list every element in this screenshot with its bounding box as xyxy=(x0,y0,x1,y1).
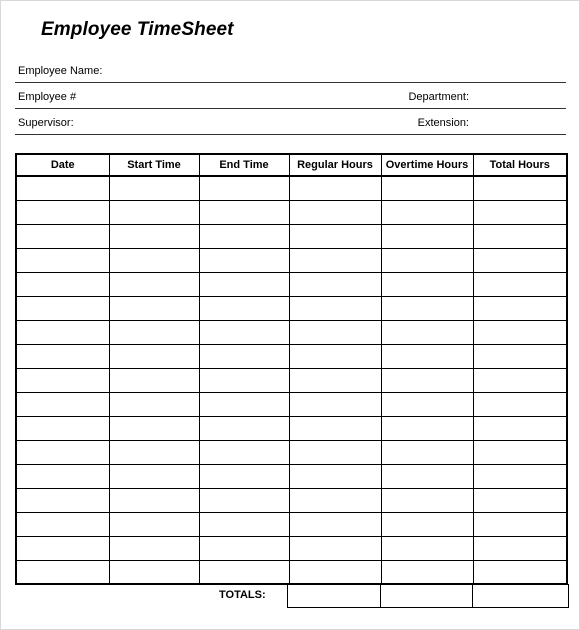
end-time-cell[interactable] xyxy=(199,488,289,512)
table-row xyxy=(16,392,567,416)
total-hours-cell[interactable] xyxy=(473,512,567,536)
employee-number-row[interactable] xyxy=(15,84,566,109)
overtime-hours-cell[interactable] xyxy=(381,272,473,296)
end-time-cell[interactable] xyxy=(199,392,289,416)
table-row xyxy=(16,368,567,392)
start-time-cell[interactable] xyxy=(109,368,199,392)
end-time-cell[interactable] xyxy=(199,416,289,440)
start-time-cell[interactable] xyxy=(109,224,199,248)
overtime-hours-cell[interactable] xyxy=(381,320,473,344)
start-time-cell[interactable] xyxy=(109,464,199,488)
employee-name-label: Employee Name: xyxy=(18,65,103,77)
end-time-cell[interactable] xyxy=(199,176,289,200)
table-row xyxy=(16,464,567,488)
overtime-hours-cell[interactable] xyxy=(381,248,473,272)
date-cell[interactable] xyxy=(16,464,109,488)
overtime-hours-cell[interactable] xyxy=(381,416,473,440)
start-time-cell[interactable] xyxy=(109,488,199,512)
start-time-cell[interactable] xyxy=(109,296,199,320)
date-cell[interactable] xyxy=(16,512,109,536)
regular-hours-cell[interactable] xyxy=(289,272,381,296)
regular-hours-cell[interactable] xyxy=(289,344,381,368)
date-cell[interactable] xyxy=(16,224,109,248)
total-hours-cell[interactable] xyxy=(473,272,567,296)
total-hours-cell[interactable] xyxy=(473,536,567,560)
total-regular-hours-cell[interactable] xyxy=(288,585,381,608)
regular-hours-cell[interactable] xyxy=(289,320,381,344)
start-time-cell[interactable] xyxy=(109,344,199,368)
column-header-total-hours: Total Hours xyxy=(473,154,567,176)
end-time-cell[interactable] xyxy=(199,224,289,248)
date-cell[interactable] xyxy=(16,296,109,320)
regular-hours-cell[interactable] xyxy=(289,392,381,416)
table-row xyxy=(16,560,567,584)
table-row xyxy=(16,416,567,440)
start-time-cell[interactable] xyxy=(109,512,199,536)
total-hours-cell[interactable] xyxy=(473,392,567,416)
date-cell[interactable] xyxy=(16,416,109,440)
table-row xyxy=(16,320,567,344)
regular-hours-cell[interactable] xyxy=(289,512,381,536)
overtime-hours-cell[interactable] xyxy=(381,512,473,536)
regular-hours-cell[interactable] xyxy=(289,488,381,512)
overtime-hours-cell[interactable] xyxy=(381,224,473,248)
end-time-cell[interactable] xyxy=(199,512,289,536)
column-header-overtime-hours: Overtime Hours xyxy=(381,154,473,176)
regular-hours-cell[interactable] xyxy=(289,248,381,272)
end-time-cell[interactable] xyxy=(199,200,289,224)
regular-hours-cell[interactable] xyxy=(289,536,381,560)
totals-label: TOTALS: xyxy=(219,589,266,601)
total-hours-cell[interactable] xyxy=(473,440,567,464)
totals-cells xyxy=(287,584,569,608)
table-row xyxy=(16,344,567,368)
total-hours-cell[interactable] xyxy=(473,368,567,392)
supervisor-row[interactable] xyxy=(15,110,566,135)
total-hours-cell[interactable] xyxy=(473,248,567,272)
totals-row xyxy=(15,584,568,608)
overtime-hours-cell[interactable] xyxy=(381,176,473,200)
date-cell[interactable] xyxy=(16,560,109,584)
date-cell[interactable] xyxy=(16,440,109,464)
employee-name-row[interactable] xyxy=(15,58,566,83)
total-hours-cell[interactable] xyxy=(473,176,567,200)
overtime-hours-cell[interactable] xyxy=(381,464,473,488)
start-time-cell[interactable] xyxy=(109,320,199,344)
regular-hours-cell[interactable] xyxy=(289,560,381,584)
date-cell[interactable] xyxy=(16,248,109,272)
overtime-hours-cell[interactable] xyxy=(381,344,473,368)
total-hours-cell[interactable] xyxy=(473,416,567,440)
table-header-row xyxy=(16,154,567,176)
start-time-cell[interactable] xyxy=(109,440,199,464)
end-time-cell[interactable] xyxy=(199,440,289,464)
overtime-hours-cell[interactable] xyxy=(381,296,473,320)
timesheet-body xyxy=(16,176,567,584)
total-hours-cell[interactable] xyxy=(473,560,567,584)
regular-hours-cell[interactable] xyxy=(289,368,381,392)
table-row xyxy=(16,536,567,560)
start-time-cell[interactable] xyxy=(109,200,199,224)
table-row xyxy=(16,200,567,224)
start-time-cell[interactable] xyxy=(109,248,199,272)
start-time-cell[interactable] xyxy=(109,560,199,584)
table-row xyxy=(16,176,567,200)
column-header-start-time: Start Time xyxy=(109,154,199,176)
total-hours-cell[interactable] xyxy=(473,344,567,368)
regular-hours-cell[interactable] xyxy=(289,200,381,224)
table-row xyxy=(16,488,567,512)
overtime-hours-cell[interactable] xyxy=(381,488,473,512)
overtime-hours-cell[interactable] xyxy=(381,368,473,392)
column-header-regular-hours: Regular Hours xyxy=(289,154,381,176)
start-time-cell[interactable] xyxy=(109,176,199,200)
employee-number-label: Employee # xyxy=(18,91,77,103)
date-cell[interactable] xyxy=(16,536,109,560)
page-title: Employee TimeSheet xyxy=(41,19,234,40)
total-hours-cell[interactable] xyxy=(473,200,567,224)
column-header-end-time: End Time xyxy=(199,154,289,176)
end-time-cell[interactable] xyxy=(199,464,289,488)
date-cell[interactable] xyxy=(16,368,109,392)
date-cell[interactable] xyxy=(16,320,109,344)
regular-hours-cell[interactable] xyxy=(289,224,381,248)
date-cell[interactable] xyxy=(16,200,109,224)
end-time-cell[interactable] xyxy=(199,320,289,344)
start-time-cell[interactable] xyxy=(109,392,199,416)
total-hours-cell[interactable] xyxy=(473,585,569,608)
table-row xyxy=(16,224,567,248)
end-time-cell[interactable] xyxy=(199,344,289,368)
regular-hours-cell[interactable] xyxy=(289,440,381,464)
end-time-cell[interactable] xyxy=(199,296,289,320)
total-hours-cell[interactable] xyxy=(473,224,567,248)
date-cell[interactable] xyxy=(16,272,109,296)
total-hours-cell[interactable] xyxy=(473,488,567,512)
regular-hours-cell[interactable] xyxy=(289,176,381,200)
regular-hours-cell[interactable] xyxy=(289,296,381,320)
total-hours-cell[interactable] xyxy=(473,464,567,488)
regular-hours-cell[interactable] xyxy=(289,416,381,440)
start-time-cell[interactable] xyxy=(109,416,199,440)
start-time-cell[interactable] xyxy=(109,536,199,560)
table-row xyxy=(16,248,567,272)
supervisor-label: Supervisor: xyxy=(18,117,74,129)
end-time-cell[interactable] xyxy=(199,248,289,272)
overtime-hours-cell[interactable] xyxy=(381,440,473,464)
extension-label: Extension: xyxy=(417,117,469,129)
department-label: Department: xyxy=(408,91,469,103)
end-time-cell[interactable] xyxy=(199,560,289,584)
end-time-cell[interactable] xyxy=(199,368,289,392)
end-time-cell[interactable] xyxy=(199,272,289,296)
regular-hours-cell[interactable] xyxy=(289,464,381,488)
overtime-hours-cell[interactable] xyxy=(381,200,473,224)
table-row xyxy=(16,296,567,320)
end-time-cell[interactable] xyxy=(199,536,289,560)
table-row xyxy=(16,512,567,536)
date-cell[interactable] xyxy=(16,488,109,512)
total-overtime-hours-cell[interactable] xyxy=(381,585,473,608)
start-time-cell[interactable] xyxy=(109,272,199,296)
date-cell[interactable] xyxy=(16,392,109,416)
table-row xyxy=(16,440,567,464)
total-hours-cell[interactable] xyxy=(473,320,567,344)
date-cell[interactable] xyxy=(16,176,109,200)
overtime-hours-cell[interactable] xyxy=(381,392,473,416)
overtime-hours-cell[interactable] xyxy=(381,536,473,560)
date-cell[interactable] xyxy=(16,344,109,368)
table-row xyxy=(16,272,567,296)
column-header-date: Date xyxy=(16,154,109,176)
timesheet-table xyxy=(15,153,568,585)
overtime-hours-cell[interactable] xyxy=(381,560,473,584)
total-hours-cell[interactable] xyxy=(473,296,567,320)
